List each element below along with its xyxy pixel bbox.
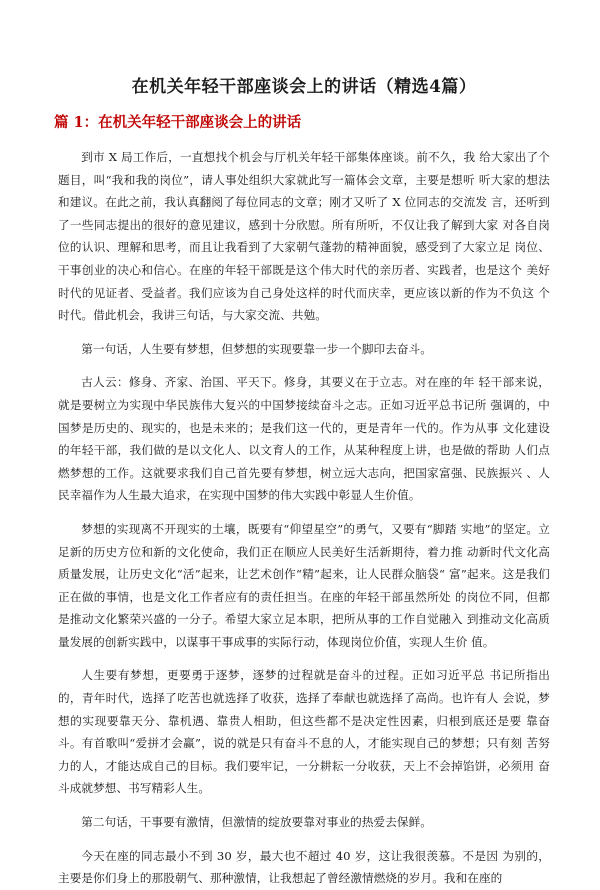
paragraph-dream-reality: 梦想的实现离不开现实的土壤，既要有“仰望星空”的勇气，又要有“脚踏 实地”的坚定。立足新的历史方位和新的文化使命，我们正在顺应人民美好生活新期待，着力推 动新时代文化高质量发展，让历史文化“活”起来，让艺术创作“精”起来，让人民群众脑袋“ 富”起来。这是我们正在做的事情，也是文化工作者应有的责任担当。在座的年轻干部虽然所处 的岗位不同，但都是推动文化繁荣兴盛的一分子。希望大家立足本职，把所从事的工作自觉融入 到推动文化高质量发展的创新实践中，以谋事干事成事的实际行动，体现岗位价值，实现人生价 值。 [58, 521, 550, 649]
paragraph-self-cultivation: 古人云：修身、齐家、治国、平天下。修身，其要义在于立志。对在座的年 轻干部来说，就是要树立为实现中华民族伟大复兴的中国梦接续奋斗之志。正如习近平总书记所 强调的，中国梦是历史的、现实的，也是未来的；是我们这一代的，更是青年一代的。作为从事 文化建设的年轻干部，我们做的是以文化人、以文育人的工作，从某种程度上讲，也是做的帮助 人们点燃梦想的工作。这就要求我们自己首先要有梦想，树立远大志向，把国家富强、民族振兴 、人民幸福作为人生最大追求，在实现中国梦的伟大实践中彰显人生价值。 [58, 375, 550, 503]
paragraph-passion: 今天在座的同志最小不到 30 岁，最大也不超过 40 岁，这让我很羡慕。不是因 为别的，主要是你们身上的那股朝气、那种激情，让我想起了曾经激情燃烧的岁月。我和在座的 [58, 848, 550, 886]
paragraph-intro: 到市 X 局工作后，一直想找个机会与厅机关年轻干部集体座谈。前不久，我 给大家出了个题目，叫“我和我的岗位”，请人事处组织大家就此写一篇体会文章，主要是想听 听大家的想法和建议。在此之前，我认真翻阅了每位同志的文章；刚才又听了 X 位同志的交流发 言，还听到了一些同志提出的很好的意见建议，感到十分欣慰。所有所听，不仅让我了解到大家 对各自岗位的认识、理解和思考，而且让我看到了大家朝气蓬勃的精神面貌，感受到了大家立足 岗位、干事创业的决心和信心。在座的年轻干部既是这个伟大时代的亲历者、实践者，也是这个 美好时代的见证者、受益者。我们应该为自己身处这样的时代而庆幸，更应该以新的作为不负这 个时代。借此机会，我讲三句话，与大家交流、共勉。 [58, 150, 550, 323]
paragraph-pursue-dream: 人生要有梦想，更要勇于逐梦，逐梦的过程就是奋斗的过程。正如习近平总 书记所指出的，青年时代，选择了吃苦也就选择了收获，选择了奉献也就选择了高尚。也许有人 会说，梦想的实现要靠天分、靠机遇、靠贵人相助，但这些都不是决定性因素，归根到底还是要 靠奋斗。有首歌叫“爱拼才会赢”，说的就是只有奋斗不息的人，才能实现自己的梦想；只有刻 苦努力的人，才能达成自己的目标。我们要牢记，一分耕耘一分收获，天上不会掉馅饼，必须用 奋斗成就梦想、书写精彩人生。 [58, 668, 550, 796]
document-title: 在机关年轻干部座谈会上的讲话（精选4篇） [131, 77, 477, 97]
paragraph-second-point: 第二句话，干事要有激情，但激情的绽放要靠对事业的热爱去保鲜。 [81, 815, 433, 830]
paragraph-first-point: 第一句话，人生要有梦想，但梦想的实现要靠一步一个脚印去奋斗。 [81, 341, 433, 356]
section-heading: 篇 1：在机关年轻干部座谈会上的讲话 [54, 114, 302, 131]
